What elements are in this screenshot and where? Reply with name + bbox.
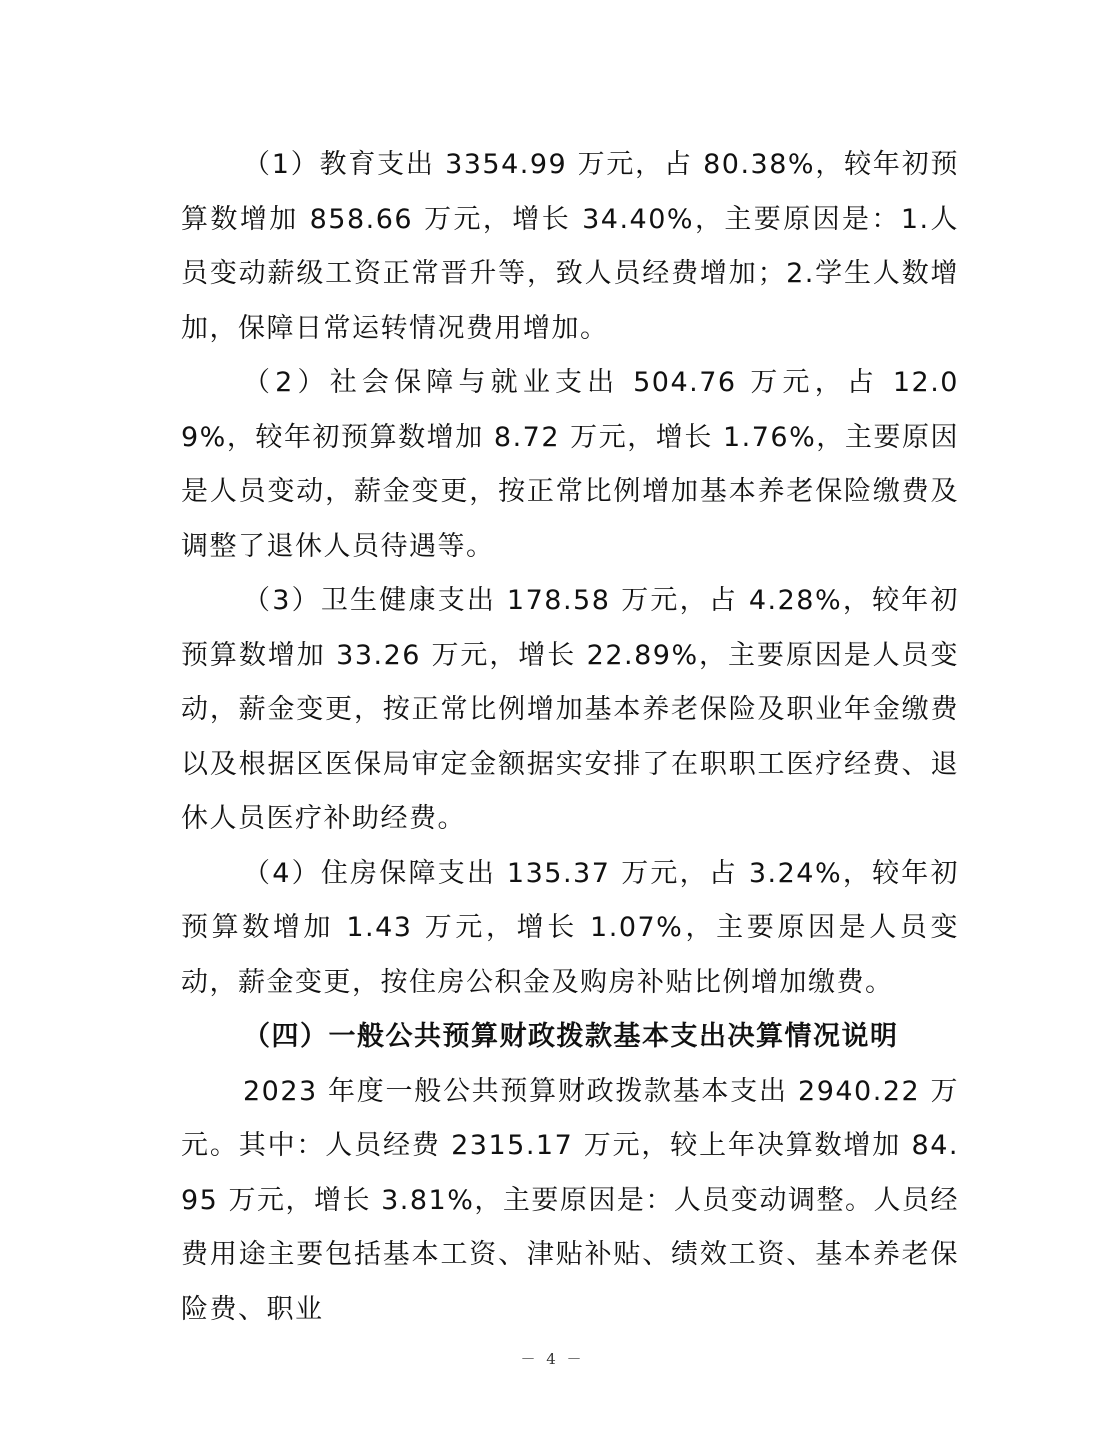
paragraph-health-expenditure: （3）卫生健康支出 178.58 万元，占 4.28%，较年初预算数增加 33.26 万元，增长 22.89%，主要原因是人员变动，薪金变更，按正常比例增加基本养老保险及职业年金缴费以及根据区医保局审定金额据实安排了在职职工医疗经费、退休人员医疗补助经费。 — [181, 585, 959, 834]
page-number: － 4 － — [520, 1350, 585, 1368]
paragraph-education-expenditure: （1）教育支出 3354.99 万元，占 80.38%，较年初预算数增加 858.66 万元，增长 34.40%，主要原因是：1.人员变动薪级工资正常晋升等，致人员经费增加；2.学生人数增加，保障日常运转情况费用增加。 — [181, 149, 959, 344]
section-heading: （四）一般公共预算财政拨款基本支出决算情况说明 — [243, 1021, 899, 1052]
paragraph-basic-expenditure: 2023 年度一般公共预算财政拨款基本支出 2940.22 万元。其中：人员经费 2315.17 万元，较上年决算数增加 84.95 万元，增长 3.81%，主要原因是：人员变动调整。人员经费用途主要包括基本工资、津贴补贴、绩效工资、基本养老保险费、职业 — [181, 1075, 959, 1325]
paragraph-housing-expenditure: （4）住房保障支出 135.37 万元，占 3.24%，较年初预算数增加 1.43 万元，增长 1.07%，主要原因是人员变动，薪金变更，按住房公积金及购房补贴比例增加缴费。 — [181, 857, 959, 998]
paragraph-social-security-expenditure: （2）社会保障与就业支出 504.76 万元，占 12.09%，较年初预算数增加 8.72 万元，增长 1.76%，主要原因是人员变动，薪金变更，按正常比例增加基本养老保险缴费及调整了退休人员待遇等。 — [181, 367, 959, 562]
page-body — [181, 138, 959, 1337]
